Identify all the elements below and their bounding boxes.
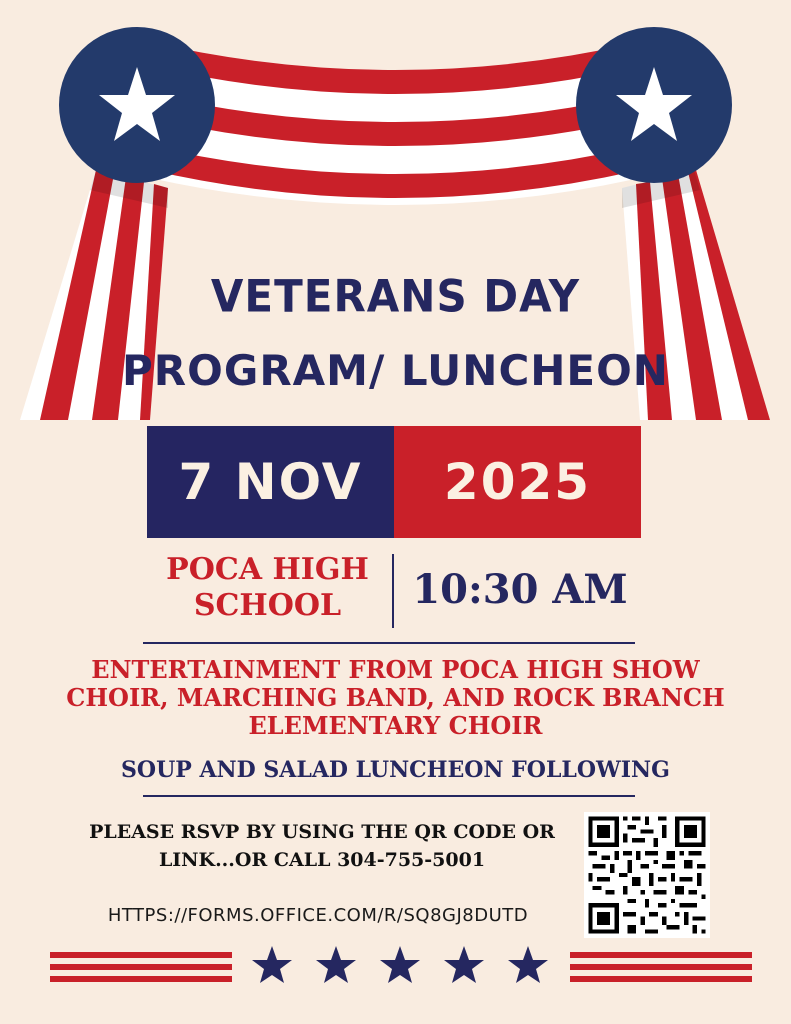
star-icon [380,946,420,983]
star-icon [316,946,356,983]
star-icon [444,946,484,983]
right-star-medallion [576,27,732,183]
footer-stripes-left [50,952,232,982]
left-star-medallion [59,27,215,183]
footer-stripes-right [570,952,752,982]
rsvp-link[interactable]: HTTPS://FORMS.OFFICE.COM/R/SQ8GJ8DUTD [107,905,529,926]
title-line-1: VETERANS DAY [210,270,581,323]
date-day: 7 NOV [178,453,363,511]
star-icon [508,946,548,983]
footer-decoration [0,940,791,1000]
top-swag-banner [150,42,640,205]
star-icon [252,946,292,983]
footer-stars [252,946,548,983]
entertainment-text: ENTERTAINMENT FROM POCA HIGH SHOW CHOIR, MARCHING BAND, AND ROCK BRANCH ELEMENTARY CHOIR [66,655,725,740]
divider-bottom [143,795,635,797]
qr-code-icon[interactable] [584,812,710,938]
divider-top [143,642,635,644]
luncheon-text: SOUP AND SALAD LUNCHEON FOLLOWING [121,757,670,783]
title-line-2: PROGRAM/ LUNCHEON [122,346,669,395]
rsvp-text: PLEASE RSVP BY USING THE QR CODE OR LINK...OR CALL 304-755-5001 [89,821,555,871]
event-time: 10:30 AM [412,566,628,613]
vertical-divider [392,554,394,628]
date-day-box [147,426,394,538]
date-year-box [394,426,641,538]
date-year: 2025 [443,453,592,511]
school-name: POCA HIGH SCHOOL [166,552,369,623]
